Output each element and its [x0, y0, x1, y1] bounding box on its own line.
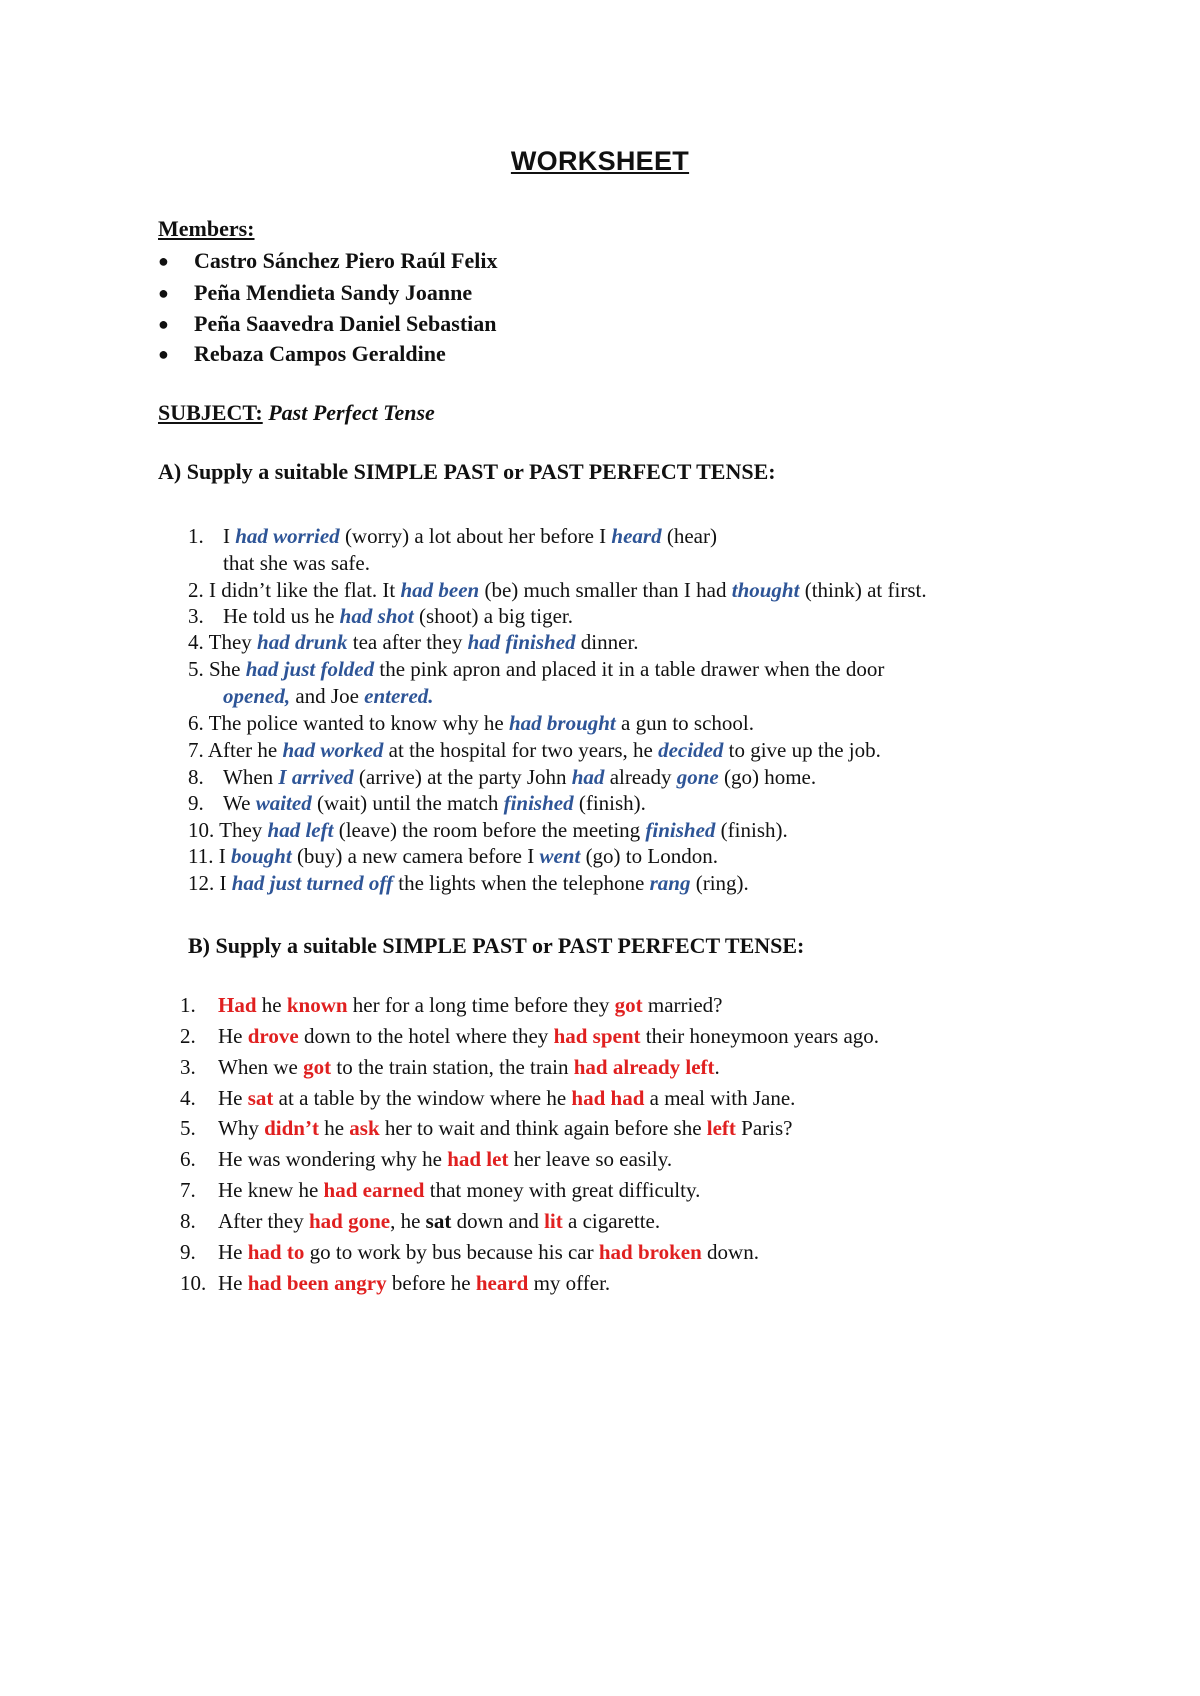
- item-number: 9.: [188, 791, 204, 815]
- item-number: 2.: [188, 578, 204, 602]
- sentence-text: Why: [218, 1116, 265, 1140]
- list-item: [188, 524, 717, 549]
- list-item: [180, 1147, 672, 1172]
- list-item: [180, 1240, 759, 1265]
- answer-text: had let: [447, 1147, 509, 1171]
- list-item: [188, 791, 646, 816]
- item-number: 3.: [188, 604, 204, 628]
- item-number: 1.: [188, 524, 204, 548]
- answer-text: had worked: [282, 738, 384, 762]
- bullet-icon: ●: [158, 250, 169, 271]
- sentence-text: He: [218, 1240, 248, 1264]
- sentence-text: at the hospital for two years, he: [383, 738, 659, 762]
- sentence-text: and Joe: [290, 684, 365, 708]
- sentence-text: He knew he: [218, 1178, 324, 1202]
- sentence-text: (think) at first.: [799, 578, 927, 602]
- answer-text: Had: [218, 993, 257, 1017]
- answer-text: had drunk: [257, 630, 348, 654]
- sentence-text: They: [214, 818, 268, 842]
- answer-text: thought: [731, 578, 800, 602]
- sentence-text: He was wondering why he: [218, 1147, 448, 1171]
- answer-text: got: [303, 1055, 332, 1079]
- answer-text: ask: [349, 1116, 380, 1140]
- sentence-text: at a table by the window where he: [273, 1086, 572, 1110]
- sentence-text: to give up the job.: [723, 738, 881, 762]
- sentence-text: I: [213, 844, 231, 868]
- sentence-text: After he: [203, 738, 283, 762]
- sentence-text: I didn’t like the flat. It: [203, 578, 401, 602]
- answer-text: had broken: [598, 1240, 702, 1264]
- answer-text: sat: [247, 1086, 274, 1110]
- list-item: [188, 871, 749, 896]
- subject-value: Past Perfect Tense: [268, 400, 435, 425]
- list-item: [188, 844, 718, 869]
- list-item: [188, 604, 573, 629]
- sentence-text: (go) home.: [718, 765, 817, 789]
- sentence-text: down.: [701, 1240, 759, 1264]
- sentence-text: He told us he: [223, 604, 340, 628]
- answer-text: finished: [645, 818, 716, 842]
- sentence-text: the lights when the telephone: [393, 871, 650, 895]
- sentence-text: (ring).: [690, 871, 749, 895]
- sentence-text: before he: [386, 1271, 476, 1295]
- answer-text: had to: [247, 1240, 305, 1264]
- answer-text: had earned: [323, 1178, 425, 1202]
- answer-text: I arrived: [278, 765, 354, 789]
- sentence-text: married?: [642, 993, 723, 1017]
- answer-text: finished: [503, 791, 574, 815]
- sentence-text: He: [218, 1271, 248, 1295]
- answer-text: had just folded: [245, 657, 375, 681]
- subject-line: [158, 400, 435, 426]
- list-item: [180, 1024, 879, 1049]
- member-item: ● Peña Saavedra Daniel Sebastian: [158, 311, 497, 336]
- sentence-text: (hear): [661, 524, 717, 548]
- answer-text: opened,: [223, 684, 291, 708]
- sentence-text: (go) to London.: [580, 844, 718, 868]
- sentence-text: When: [223, 765, 279, 789]
- list-item: [223, 684, 434, 709]
- sentence-text: a cigarette.: [562, 1209, 661, 1233]
- list-item: [188, 765, 816, 790]
- sentence-text: He: [218, 1024, 248, 1048]
- answer-text: had worried: [235, 524, 340, 548]
- answer-text: went: [539, 844, 581, 868]
- sentence-text: her to wait and think again before she: [379, 1116, 707, 1140]
- item-number: 8.: [188, 765, 204, 789]
- list-item: [180, 1116, 793, 1141]
- section-a-heading: A) Supply a suitable SIMPLE PAST or PAST PERFECT TENSE:: [158, 459, 776, 484]
- item-number: 8.: [180, 1209, 196, 1233]
- sentence-text: that money with great difficulty.: [424, 1178, 701, 1202]
- sentence-text: When we: [218, 1055, 304, 1079]
- answer-text: known: [286, 993, 348, 1017]
- sentence-text: , he: [390, 1209, 426, 1233]
- sentence-text: (shoot) a big tiger.: [413, 604, 574, 628]
- item-number: 10.: [188, 818, 215, 842]
- answer-text: had left: [267, 818, 334, 842]
- sentence-text: (worry) a lot about her before I: [339, 524, 612, 548]
- answer-text: had just turned off: [231, 871, 393, 895]
- answer-text: had been: [400, 578, 480, 602]
- answer-text: had finished: [467, 630, 576, 654]
- sentence-text: their honeymoon years ago.: [640, 1024, 880, 1048]
- sentence-text: that she was safe.: [223, 551, 370, 575]
- list-item: [188, 711, 754, 736]
- sentence-text: Paris?: [735, 1116, 793, 1140]
- sentence-text: tea after they: [347, 630, 468, 654]
- answer-text: got: [614, 993, 643, 1017]
- sentence-text: he: [318, 1116, 350, 1140]
- list-item: [188, 818, 788, 843]
- sentence-text: dinner.: [575, 630, 639, 654]
- item-number: 2.: [180, 1024, 196, 1048]
- item-number: 5.: [188, 657, 204, 681]
- sentence-text: We: [223, 791, 256, 815]
- sentence-text: He: [218, 1086, 248, 1110]
- bullet-icon: ●: [158, 282, 169, 303]
- answer-text: had had: [571, 1086, 645, 1110]
- member-item: ● Castro Sánchez Piero Raúl Felix: [158, 248, 498, 273]
- item-number: 4.: [188, 630, 204, 654]
- list-item: [223, 551, 370, 576]
- subject-label: SUBJECT:: [158, 400, 263, 425]
- sentence-text: (arrive) at the party John: [353, 765, 572, 789]
- answer-text: left: [706, 1116, 736, 1140]
- sentence-text: (finish).: [573, 791, 646, 815]
- sentence-text: The police wanted to know why he: [203, 711, 509, 735]
- answer-text: entered.: [364, 684, 434, 708]
- answer-text: had spent: [553, 1024, 641, 1048]
- sentence-text: my offer.: [528, 1271, 611, 1295]
- sentence-text: a gun to school.: [615, 711, 754, 735]
- item-number: 3.: [180, 1055, 196, 1079]
- sentence-text: he: [256, 993, 287, 1017]
- sentence-text: (wait) until the match: [311, 791, 504, 815]
- page-title: WORKSHEET: [510, 146, 690, 176]
- sentence-text: already: [604, 765, 677, 789]
- sentence-text: They: [203, 630, 258, 654]
- sentence-text: (buy) a new camera before I: [291, 844, 540, 868]
- list-item: [180, 1209, 660, 1234]
- list-item: [188, 630, 639, 655]
- answer-text: drove: [247, 1024, 299, 1048]
- sentence-text: her for a long time before they: [347, 993, 615, 1017]
- answer-text: decided: [658, 738, 724, 762]
- list-item: [188, 578, 927, 603]
- item-number: 5.: [180, 1116, 196, 1140]
- answer-text: had been angry: [247, 1271, 387, 1295]
- list-item: [180, 1086, 795, 1111]
- answer-text: had gone: [308, 1209, 391, 1233]
- sentence-text: the pink apron and placed it in a table drawer when the door: [374, 657, 885, 681]
- answer-text: sat: [425, 1209, 452, 1233]
- sentence-text: down to the hotel where they: [298, 1024, 554, 1048]
- list-item: [180, 1178, 700, 1203]
- sentence-text: go to work by bus because his car: [304, 1240, 599, 1264]
- item-number: 6.: [180, 1147, 196, 1171]
- bullet-icon: ●: [158, 343, 169, 364]
- sentence-text: .: [714, 1055, 720, 1079]
- item-number: 7.: [180, 1178, 196, 1202]
- list-item: [180, 1271, 610, 1296]
- answer-text: had already left: [573, 1055, 715, 1079]
- list-item: [188, 657, 884, 682]
- item-number: 10.: [180, 1271, 207, 1295]
- sentence-text: down and: [451, 1209, 545, 1233]
- list-item: [180, 1055, 720, 1080]
- answer-text: had shot: [339, 604, 414, 628]
- list-item: [180, 993, 723, 1018]
- item-number: 11.: [188, 844, 214, 868]
- sentence-text: her leave so easily.: [508, 1147, 673, 1171]
- answer-text: heard: [611, 524, 662, 548]
- answer-text: had: [571, 765, 605, 789]
- sentence-text: I: [223, 524, 236, 548]
- bullet-icon: ●: [158, 313, 169, 334]
- member-item: ● Rebaza Campos Geraldine: [158, 341, 446, 366]
- answer-text: had brought: [508, 711, 616, 735]
- sentence-text: (finish).: [715, 818, 788, 842]
- item-number: 12.: [188, 871, 215, 895]
- members-label: Members:: [158, 216, 255, 241]
- answer-text: heard: [475, 1271, 529, 1295]
- item-number: 9.: [180, 1240, 196, 1264]
- item-number: 4.: [180, 1086, 196, 1110]
- sentence-text: I: [214, 871, 232, 895]
- answer-text: didn’t: [264, 1116, 319, 1140]
- list-item: [188, 738, 881, 763]
- sentence-text: (be) much smaller than I had: [479, 578, 732, 602]
- sentence-text: She: [203, 657, 246, 681]
- sentence-text: a meal with Jane.: [644, 1086, 796, 1110]
- item-number: 1.: [180, 993, 196, 1017]
- item-number: 6.: [188, 711, 204, 735]
- sentence-text: to the train station, the train: [331, 1055, 574, 1079]
- answer-text: bought: [230, 844, 292, 868]
- section-b-heading: B) Supply a suitable SIMPLE PAST or PAST PERFECT TENSE:: [188, 933, 805, 958]
- member-item: ● Peña Mendieta Sandy Joanne: [158, 280, 473, 305]
- answer-text: rang: [649, 871, 691, 895]
- item-number: 7.: [188, 738, 204, 762]
- answer-text: gone: [676, 765, 719, 789]
- answer-text: waited: [255, 791, 312, 815]
- sentence-text: After they: [218, 1209, 309, 1233]
- sentence-text: (leave) the room before the meeting: [333, 818, 646, 842]
- answer-text: lit: [544, 1209, 563, 1233]
